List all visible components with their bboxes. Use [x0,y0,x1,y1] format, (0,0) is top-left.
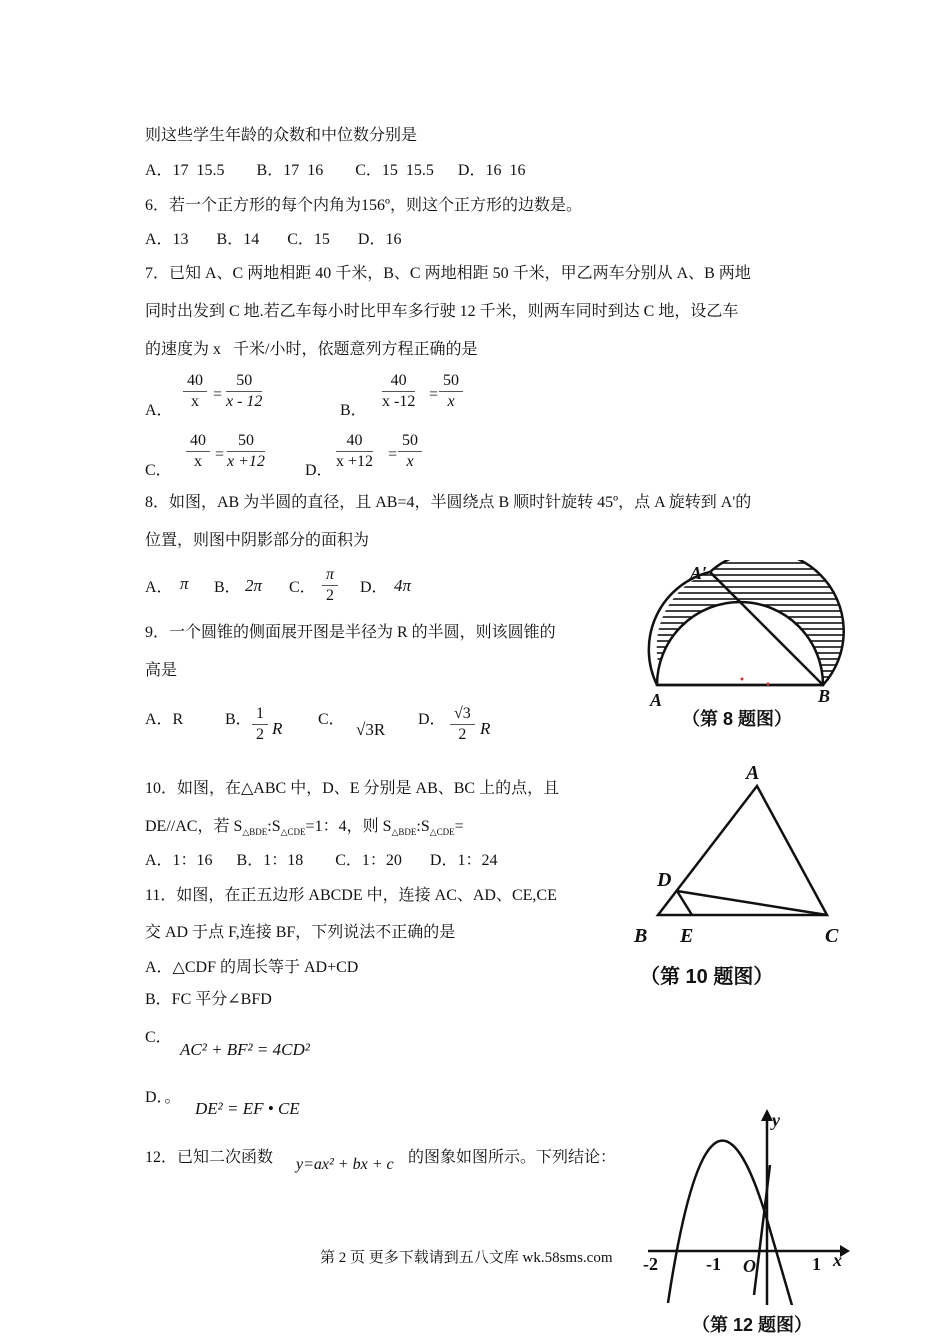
q10-line1: 10．如图，在△ABC 中，D、E 分别是 AB、BC 上的点，且 [145,780,560,797]
q7-d-right-den: x [406,453,414,470]
q10-segment-de [677,891,692,915]
q12-tick-1: 1 [812,1254,821,1274]
q8-option-d-label: D． [360,579,388,596]
q9-line2: 高是 [145,662,178,679]
q5-options: A．17 15.5 B．17 16 C．15 15.5 D．16 16 [145,162,526,179]
q7-a-left-den: x [191,393,199,410]
q12-caption: （第 12 题图） [692,1315,813,1335]
q12-label-x: x [833,1250,842,1270]
q10-label-b: B [634,925,648,947]
q7-a-right-num: 50 [236,372,253,389]
q8-label-a: A [650,690,663,710]
q7-d-left-num: 40 [346,432,363,449]
q7-d-left-fraction [336,432,373,471]
q10-sub2: △CDE [280,827,306,838]
q10-colon1: :S [267,818,281,835]
q5-stem: 则这些学生年龄的众数和中位数分别是 [145,127,418,144]
q10-tail: = [454,818,464,835]
q7-c-equals: = [215,446,225,463]
q10-figure [640,760,850,960]
q12-line-post: 的图象如图所示。下列结论： [408,1149,617,1166]
q7-a-equals: = [213,386,223,403]
q10-triangle [658,786,827,915]
q7-a-right-den: x - 12 [226,393,263,410]
q7-option-a-label: A． [145,402,173,419]
q11-option-a: A．△CDF 的周长等于 AD+CD [145,959,359,976]
q9-option-c-value: √3R [356,720,386,739]
q7-b-right-num: 50 [443,372,459,389]
q7-line2: 同时出发到 C 地.若乙车每小时比甲车多行驶 12 千米，则两车同时到达 C 地，设乙车 [145,303,739,320]
q12-line-pre: 12．已知二次函数 [145,1149,274,1166]
q10-segment-dc [677,891,827,915]
q7-c-right-fraction [227,432,265,471]
q7-option-d-label: D． [305,462,333,479]
q10-label-a: A [746,762,760,784]
q10-sub1: △BDE [242,827,268,838]
q9-option-d-fraction [450,705,475,744]
q12-tick-minus-1: -1 [706,1254,721,1274]
q10-label-e: E [680,925,694,947]
q10-sub4: △CDE [429,827,455,838]
q10-label-d: D [657,869,672,891]
q8-line2: 位置，则图中阴影部分的面积为 [145,532,370,549]
q8-option-c-fraction [322,566,338,605]
q10-colon2: :S [416,818,430,835]
q10-line2 [145,817,464,842]
q10-label-c: C [825,925,839,947]
q7-d-equals: = [388,446,398,463]
q7-b-left-fraction [382,372,415,411]
q9-option-b-label: B． [225,711,252,728]
q8-option-b-value: 2π [245,576,263,595]
q8-option-d-value: 4π [394,576,412,595]
q12-formula: y=ax² + bx + c [296,1156,394,1173]
q7-line1: 7．已知 A、C 两地相距 40 千米，B、C 两地相距 50 千米，甲乙两车分别从 A、B 两地 [145,265,751,282]
q7-d-left-den: x +12 [336,453,374,470]
q7-c-left-num: 40 [190,432,206,449]
q8-option-a-label: A． [145,579,173,596]
q6-options: A．13 B．14 C．15 D．16 [145,231,402,248]
q12-origin: O [743,1256,756,1276]
q7-c-right-den: x +12 [227,453,265,470]
q9-b-num: 1 [256,705,264,722]
q9-b-den: 2 [256,726,264,743]
q10-mid: =1：4，则 S [305,818,392,835]
q7-b-left-den: x -12 [382,393,416,410]
q10-line2-pre: DE//AC，若 S [145,818,243,835]
q10-sub3: △BDE [391,827,417,838]
q7-option-b-label: B． [340,402,367,419]
q8-label-a-prime: A′ [690,563,708,583]
q11-line2: 交 AD 于点 F,连接 BF，下列说法不正确的是 [145,924,456,941]
q9-line1: 9．一个圆锥的侧面展开图是半径为 R 的半圆，则该圆锥的 [145,624,556,641]
q8-caption: （第 8 题图） [682,709,793,729]
q7-b-left-num: 40 [390,372,407,389]
q7-b-right-fraction [439,372,463,411]
q7-a-right-fraction [226,372,262,411]
q8-label-b: B [818,686,831,706]
q9-option-d-var: R [480,719,491,738]
q8-c-den: 2 [326,587,334,604]
q11-option-c-label: C． [145,1029,172,1046]
q7-c-right-num: 50 [237,432,254,449]
q9-d-num: √3 [454,705,471,722]
q8-option-b-label: B． [214,579,241,596]
q7-a-left-num: 40 [187,372,203,389]
q11-option-d-label: D．。 [145,1089,181,1106]
q10-options: A．1：16 B．1：18 C．1：20 D．1：24 [145,852,498,869]
q9-option-b-fraction [252,705,268,744]
q7-line3: 的速度为 x 千米/小时，依题意列方程正确的是 [145,341,478,358]
q8-option-a-value: π [180,574,189,593]
q11-option-d-formula: DE² = EF • CE [195,1099,300,1118]
q7-c-left-den: x [194,453,202,470]
q8-c-num: π [326,566,335,583]
q8-option-c-label: C． [289,579,316,596]
q7-b-equals: = [429,386,439,403]
q12-label-y: y [772,1110,780,1130]
q9-option-d-label: D． [418,711,446,728]
q9-option-c-label: C． [318,711,345,728]
q9-option-a: A．R [145,711,184,728]
q7-a-left-fraction [183,372,207,411]
q7-b-right-den: x [447,393,455,410]
q6-stem: 6．若一个正方形的每个内角为156º，则这个正方形的边数是。 [145,197,582,214]
page-footer: 第 2 页 更多下载请到五八文库 wk.58sms.com [320,1250,613,1266]
q7-c-left-fraction [186,432,210,471]
q10-caption: （第 10 题图） [640,966,774,988]
q7-d-right-num: 50 [402,432,418,449]
q7-d-right-fraction [398,432,422,471]
q12-parabola [668,1141,804,1305]
q8-line1: 8．如图，AB 为半圆的直径，且 AB=4，半圆绕点 B 顺时针旋转 45º，点 A 旋转到 A'的 [145,494,752,511]
q7-option-c-label: C． [145,462,172,479]
q12-tick-minus-2: -2 [643,1254,658,1274]
q11-option-b: B．FC 平分∠BFD [145,991,272,1008]
q9-d-den: 2 [458,726,467,743]
q11-line1: 11．如图，在正五边形 ABCDE 中，连接 AC、AD、CE,CE [145,887,557,904]
q9-option-b-var: R [272,719,283,738]
q11-option-c-formula: AC² + BF² = 4CD² [180,1040,310,1059]
